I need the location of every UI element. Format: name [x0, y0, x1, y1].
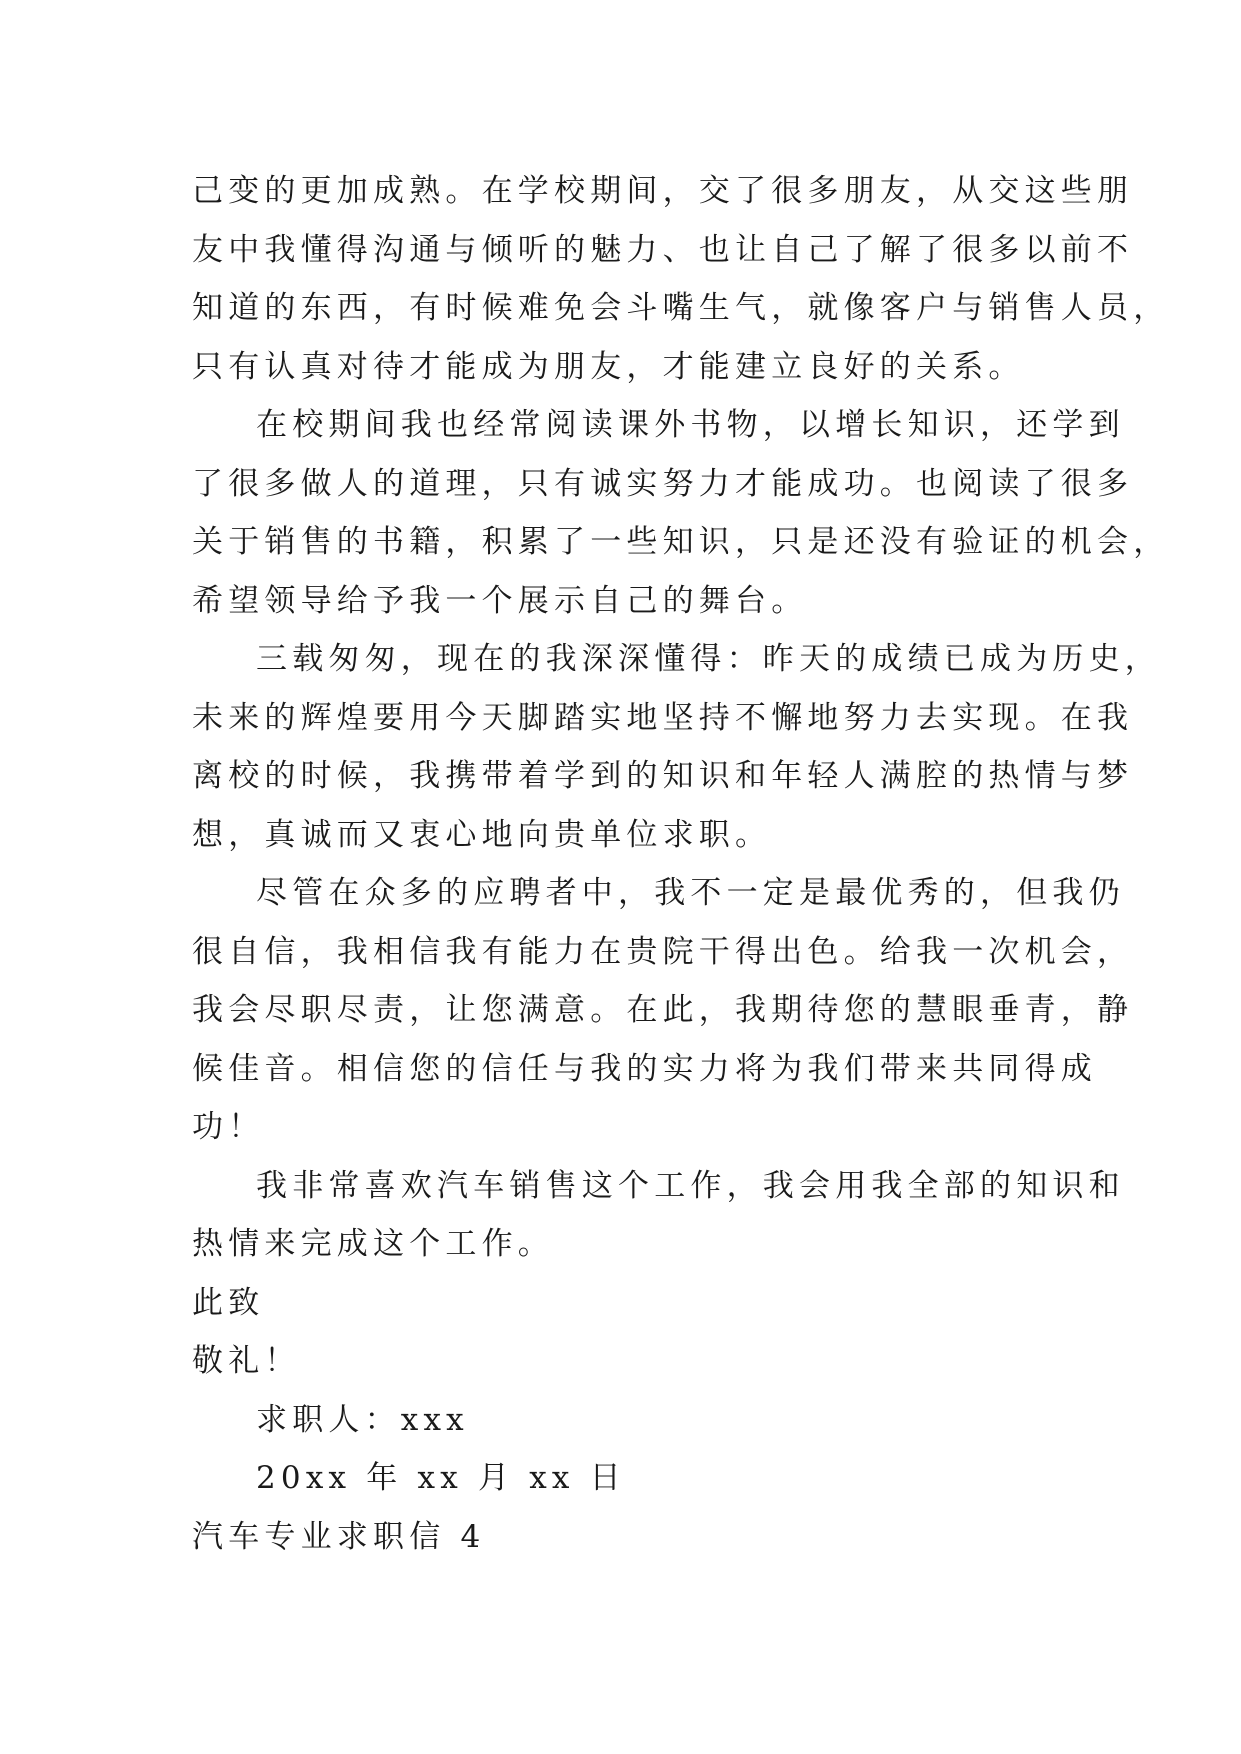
body-line: 关于销售的书籍，积累了一些知识，只是还没有验证的机会，: [192, 524, 1170, 560]
body-line: 功！: [192, 1109, 265, 1145]
body-line: 候佳音。相信您的信任与我的实力将为我们带来共同得成: [192, 1050, 1097, 1087]
body-line: 我会尽职尽责，让您满意。在此，我期待您的慧眼垂青，静: [192, 992, 1134, 1028]
body-line: 己变的更加成熟。在学校期间，交了很多朋友，从交这些朋: [192, 173, 1134, 209]
body-line: 友中我懂得沟通与倾听的魅力、也让自己了解了很多以前不: [192, 231, 1134, 268]
letter-body: [192, 162, 1170, 1566]
body-line: 未来的辉煌要用今天脚踏实地坚持不懈地努力去实现。在我: [192, 699, 1134, 736]
signature-line: 求职人：xxx: [256, 1401, 469, 1438]
body-line: 离校的时候，我携带着学到的知识和年轻人满腔的热情与梦: [192, 758, 1134, 794]
paragraph-start-line: 三载匆匆，现在的我深深懂得：昨天的成绩已成为历史，: [256, 641, 1161, 677]
closing-regards: 敬礼！: [192, 1343, 301, 1379]
paragraph-start-line: 尽管在众多的应聘者中，我不一定是最优秀的，但我仍: [256, 875, 1125, 911]
body-line: 知道的东西，有时候难免会斗嘴生气，就像客户与销售人员，: [192, 290, 1170, 326]
paragraph-start-line: 我非常喜欢汽车销售这个工作，我会用我全部的知识和: [256, 1167, 1125, 1204]
body-line: 只有认真对待才能成为朋友，才能建立良好的关系。: [192, 348, 1025, 385]
body-line: 热情来完成这个工作。: [192, 1226, 554, 1262]
body-line: 很自信，我相信我有能力在贵院干得出色。给我一次机会，: [192, 933, 1134, 970]
body-line: 想，真诚而又衷心地向贵单位求职。: [192, 816, 772, 853]
paragraph-start-line: 在校期间我也经常阅读课外书物，以增长知识，还学到: [256, 407, 1125, 443]
closing-salutation: 此致: [192, 1284, 265, 1321]
next-letter-title: 汽车专业求职信 4: [192, 1518, 486, 1555]
body-line: 希望领导给予我一个展示自己的舞台。: [192, 582, 808, 619]
body-line: 了很多做人的道理，只有诚实努力才能成功。也阅读了很多: [192, 465, 1134, 502]
date-line: 20xx 年 xx 月 xx 日: [256, 1460, 626, 1496]
